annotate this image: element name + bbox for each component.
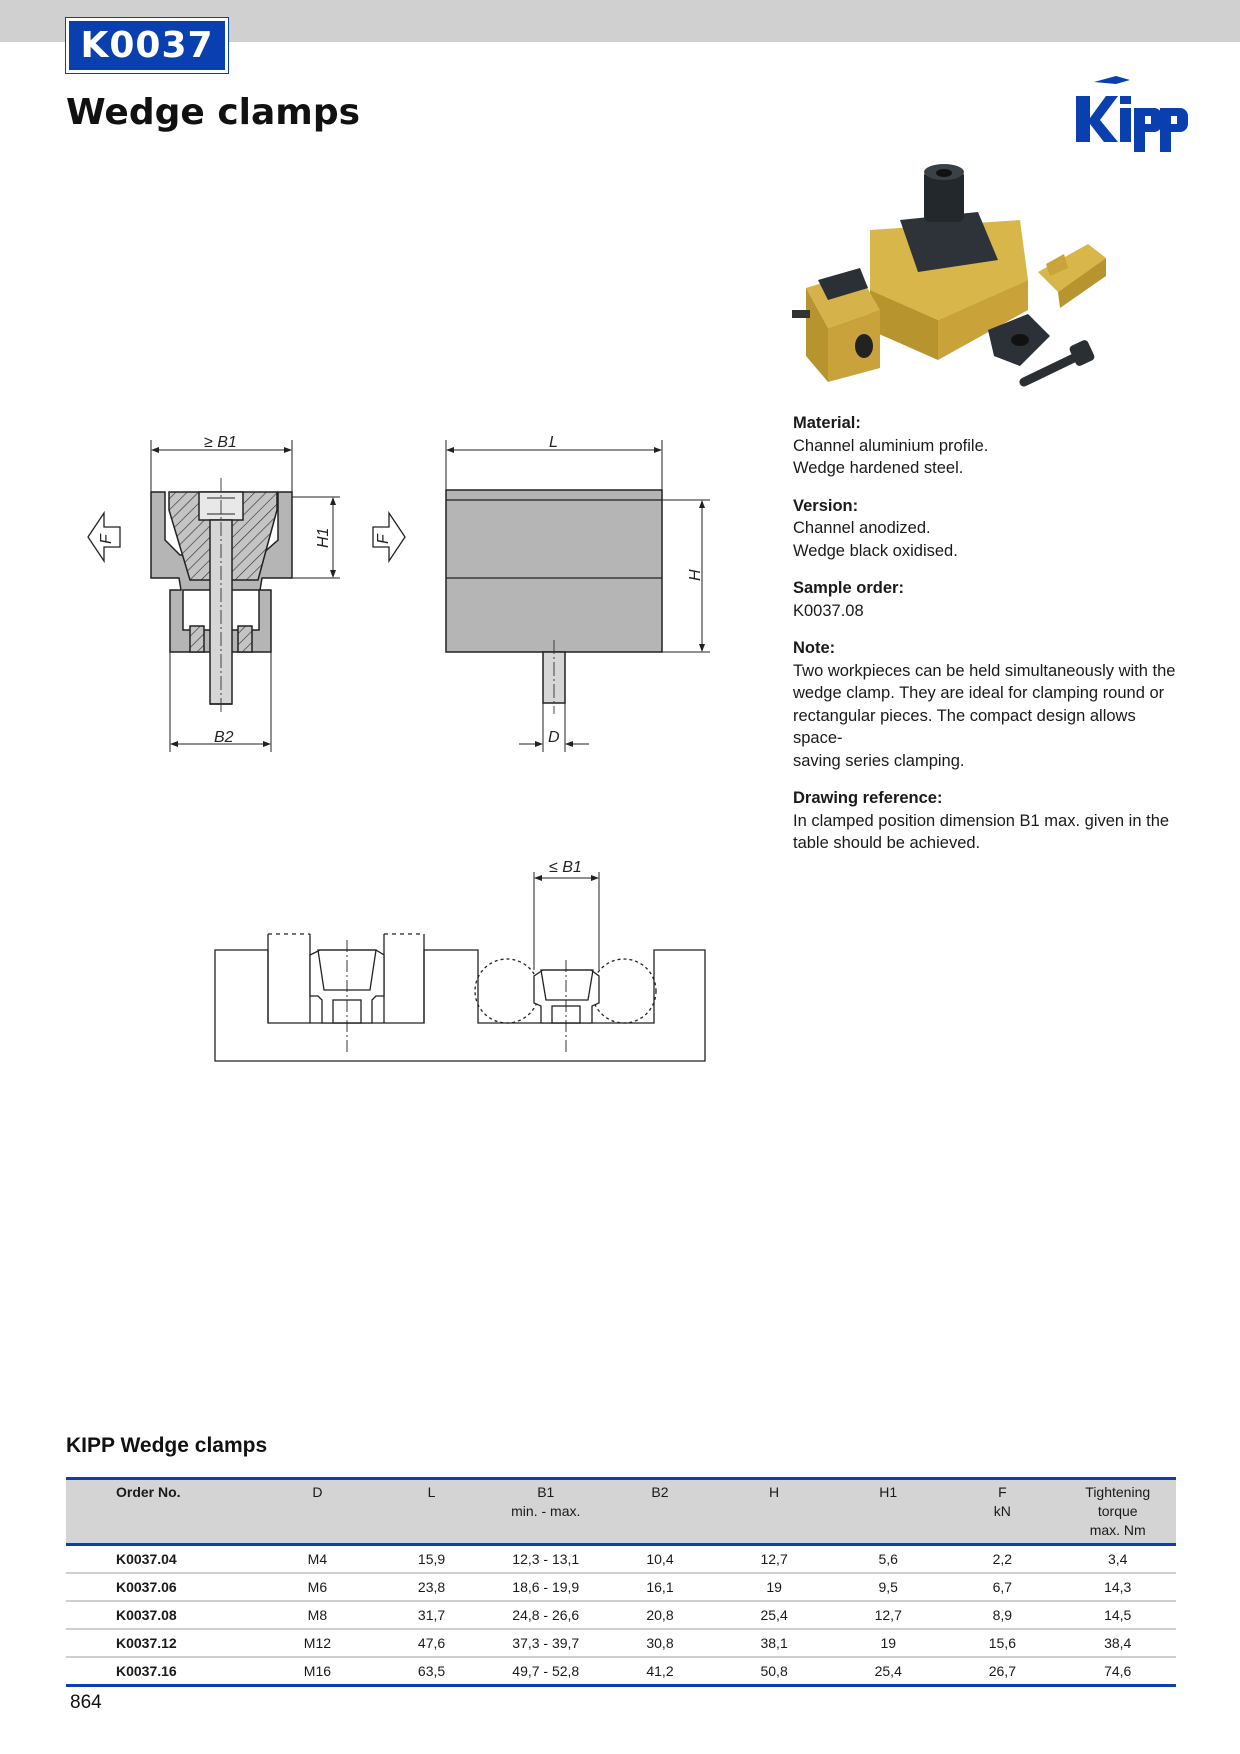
- info-line: K0037.08: [793, 601, 864, 620]
- table-cell: 2,2: [945, 1545, 1059, 1574]
- column-header: [945, 1479, 1059, 1545]
- info-line: Two workpieces can be held simultaneously with the: [793, 661, 1176, 680]
- column-header-line: B1: [537, 1484, 555, 1500]
- label-h: H: [687, 569, 704, 581]
- table-row: [66, 1545, 1176, 1574]
- label-l: L: [549, 434, 558, 451]
- info-heading: Sample order:: [793, 579, 904, 597]
- table-cell: M4: [260, 1545, 374, 1574]
- table-cell: 38,1: [717, 1629, 831, 1657]
- column-header: [489, 1479, 603, 1545]
- info-line: wedge clamp. They are ideal for clamping round or: [793, 684, 1165, 702]
- info-line: saving series clamping.: [793, 751, 965, 770]
- table-cell: K0037.04: [66, 1545, 260, 1574]
- column-header: [260, 1479, 374, 1545]
- table-cell: 23,8: [374, 1573, 488, 1601]
- table-cell: 50,8: [717, 1657, 831, 1686]
- table-cell: 49,7 - 52,8: [489, 1657, 603, 1686]
- table-row: [66, 1657, 1176, 1686]
- table-cell: 16,1: [603, 1573, 717, 1601]
- info-line: Wedge black oxidised.: [793, 541, 958, 560]
- table-cell: 12,7: [831, 1601, 945, 1629]
- column-header-line: B2: [651, 1484, 669, 1500]
- page-title: Wedge clamps: [66, 92, 361, 133]
- info-block: [793, 495, 1188, 563]
- section-view: [151, 478, 292, 712]
- info-block: [793, 412, 1188, 480]
- table-cell: K0037.12: [66, 1629, 260, 1657]
- column-header: [717, 1479, 831, 1545]
- table-cell: 38,4: [1059, 1629, 1176, 1657]
- info-block: [793, 637, 1188, 772]
- label-h1: H1: [315, 527, 332, 548]
- table-cell: K0037.08: [66, 1601, 260, 1629]
- table-cell: 74,6: [1059, 1657, 1176, 1686]
- table-cell: 24,8 - 26,6: [489, 1601, 603, 1629]
- label-f-left: F: [98, 534, 115, 544]
- table-cell: 15,6: [945, 1629, 1059, 1657]
- table-cell: 18,6 - 19,9: [489, 1573, 603, 1601]
- label-f-right: F: [375, 534, 392, 544]
- table-cell: 20,8: [603, 1601, 717, 1629]
- column-header-line: kN: [993, 1503, 1011, 1519]
- column-header-line: Tightening: [1085, 1484, 1151, 1500]
- info-block: [793, 787, 1188, 855]
- table-cell: 31,7: [374, 1601, 488, 1629]
- column-header: [374, 1479, 488, 1545]
- table-cell: 15,9: [374, 1545, 488, 1574]
- label-b1-min: ≥ B1: [204, 434, 237, 451]
- table-cell: 12,3 - 13,1: [489, 1545, 603, 1574]
- table-cell: 25,4: [717, 1601, 831, 1629]
- table-cell: M16: [260, 1657, 374, 1686]
- table-cell: 30,8: [603, 1629, 717, 1657]
- side-view: [446, 490, 662, 714]
- column-header-line: D: [312, 1484, 323, 1500]
- label-b2: B2: [214, 729, 234, 746]
- column-header: [1059, 1479, 1176, 1545]
- column-header-line: max. Nm: [1089, 1522, 1146, 1538]
- column-header-line: torque: [1097, 1503, 1138, 1519]
- table-cell: 19: [717, 1573, 831, 1601]
- application-view: [215, 934, 705, 1061]
- table-header-row: [66, 1479, 1176, 1545]
- table-cell: 25,4: [831, 1657, 945, 1686]
- table-cell: 12,7: [717, 1545, 831, 1574]
- table-row: [66, 1601, 1176, 1629]
- info-heading: Drawing reference:: [793, 789, 943, 807]
- table-cell: 14,3: [1059, 1573, 1176, 1601]
- info-line: table should be achieved.: [793, 834, 981, 852]
- column-header: [831, 1479, 945, 1545]
- column-header-line: min. - max.: [511, 1503, 581, 1519]
- column-header-line: H: [769, 1484, 780, 1500]
- column-header: [603, 1479, 717, 1545]
- table-cell: 37,3 - 39,7: [489, 1629, 603, 1657]
- page-number: 864: [70, 1692, 102, 1713]
- table-cell: 19: [831, 1629, 945, 1657]
- table-cell: 5,6: [831, 1545, 945, 1574]
- table-cell: M8: [260, 1601, 374, 1629]
- product-code: K0037: [80, 25, 214, 66]
- table-title: KIPP Wedge clamps: [66, 1434, 268, 1457]
- column-header-line: H1: [879, 1484, 898, 1500]
- table-cell: 6,7: [945, 1573, 1059, 1601]
- info-block: [793, 577, 1188, 622]
- table-row: [66, 1573, 1176, 1601]
- spec-table: [66, 1477, 1176, 1687]
- table-cell: 26,7: [945, 1657, 1059, 1686]
- product-info: [793, 412, 1188, 870]
- info-line: In clamped position dimension B1 max. given in the: [793, 811, 1170, 830]
- table-cell: K0037.06: [66, 1573, 260, 1601]
- label-d: D: [548, 729, 560, 746]
- table-cell: 63,5: [374, 1657, 488, 1686]
- info-line: Channel aluminium profile.: [793, 436, 989, 455]
- product-code-badge: [66, 18, 228, 73]
- table-cell: M12: [260, 1629, 374, 1657]
- column-header-line: L: [427, 1484, 436, 1500]
- info-line: Channel anodized.: [793, 519, 931, 537]
- table-cell: 3,4: [1059, 1545, 1176, 1574]
- table-cell: 47,6: [374, 1629, 488, 1657]
- info-line: Wedge hardened steel.: [793, 459, 964, 477]
- product-photo: [788, 160, 1140, 400]
- info-heading: Note:: [793, 639, 836, 657]
- table-cell: 14,5: [1059, 1601, 1176, 1629]
- column-header-line: Order No.: [116, 1484, 181, 1500]
- label-b1-max: ≤ B1: [549, 859, 582, 876]
- column-header-line: F: [998, 1484, 1007, 1500]
- info-heading: Version:: [793, 496, 859, 515]
- table-cell: 9,5: [831, 1573, 945, 1601]
- table-cell: 41,2: [603, 1657, 717, 1686]
- table-row: [66, 1629, 1176, 1657]
- info-heading: Material:: [793, 414, 861, 432]
- kipp-logo: [1072, 74, 1188, 158]
- table-cell: 8,9: [945, 1601, 1059, 1629]
- info-line: rectangular pieces. The compact design allows space-: [793, 706, 1136, 747]
- table-cell: 10,4: [603, 1545, 717, 1574]
- table-cell: M6: [260, 1573, 374, 1601]
- column-header: [66, 1479, 260, 1545]
- table-cell: K0037.16: [66, 1657, 260, 1686]
